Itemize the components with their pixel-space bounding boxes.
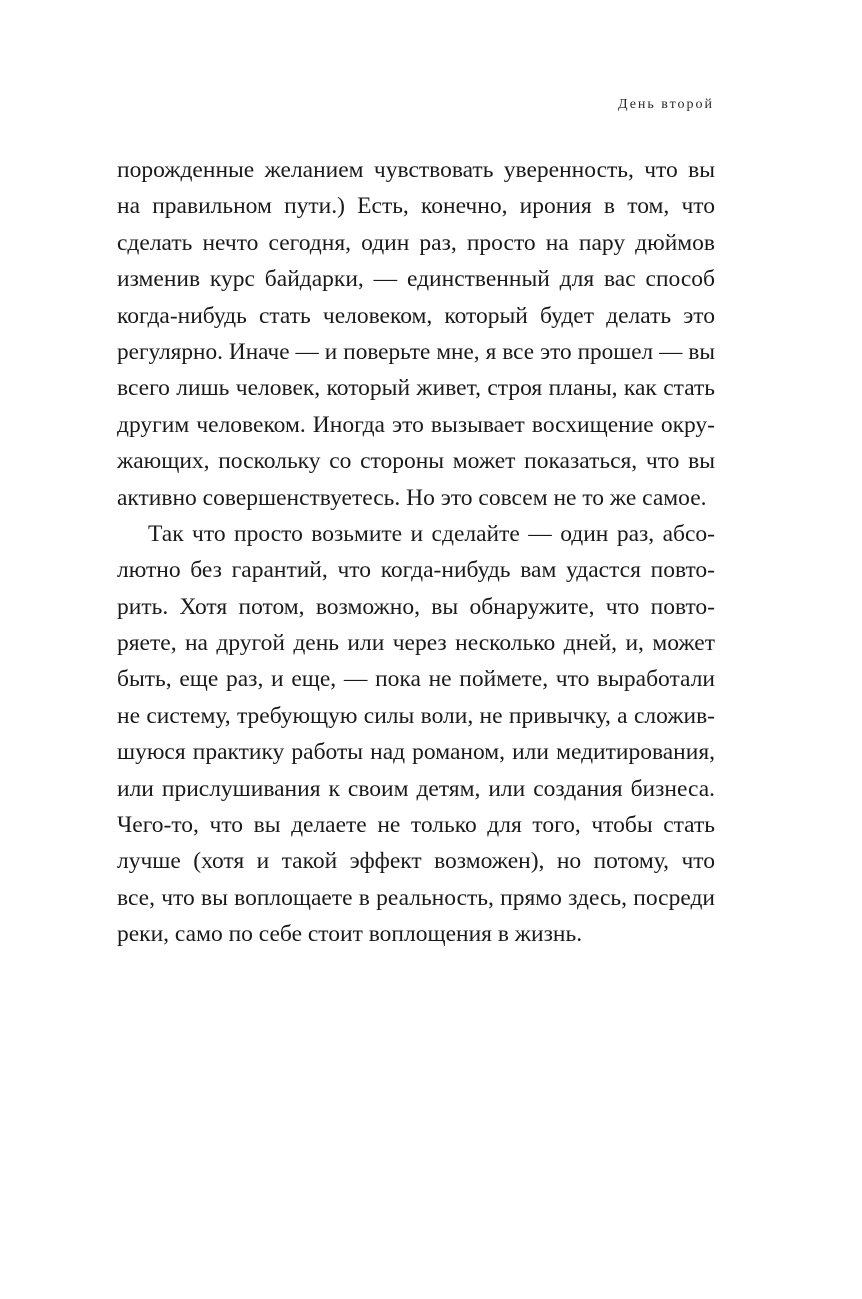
running-header: День второй [618,97,714,112]
text-line: активно совершенствуетесь. Но это совсем не то же самое. [117,484,707,511]
body-text [117,152,715,953]
text-line: Так что просто возьмите и сделайте — один раз, абсо- [148,520,715,547]
text-line: лютно без гарантий, что когда-нибудь вам удастся повто- [117,557,715,584]
text-line: реки, само по себе стоит воплощения в жизнь. [117,921,583,948]
text-line: быть, еще раз, и еще, — пока не поймете, что выработали [117,666,715,693]
text-line: другим человеком. Иногда это вызывает восхищение окру- [117,411,715,438]
text-line: жающих, поскольку со стороны может показаться, что вы [117,448,715,475]
paragraph-2 [117,516,715,953]
paragraph-1 [117,152,715,516]
text-line: Чего-то, что вы делаете не только для того, чтобы стать [117,812,715,839]
text-line: на правильном пути.) Есть, конечно, ирония в том, что [117,193,715,220]
text-line: шуюся практику работы над романом, или медитирования, [117,739,715,766]
text-line: регулярно. Иначе — и поверьте мне, я все это прошел — вы [117,338,715,365]
text-line: порожденные желанием чувствовать уверенность, что вы [117,157,715,183]
text-line: рить. Хотя потом, возможно, вы обнаружите, что повто- [117,593,715,620]
text-line: или прислушивания к своим детям, или создания бизнеса. [117,775,715,802]
text-line: лучше (хотя и такой эффект возможен), но потому, что [117,848,715,875]
text-line: не систему, требующую силы воли, не привычку, а сложив- [117,702,715,729]
text-line: изменив курс байдарки, — единственный для вас способ [117,266,715,293]
text-line: сделать нечто сегодня, один раз, просто на пару дюймов [117,229,715,256]
text-line: ряете, на другой день или через несколько дней, и, может [117,630,715,657]
text-line: когда-нибудь стать человеком, который будет делать это [117,302,715,329]
text-line: все, что вы воплощаете в реальность, прямо здесь, посреди [117,884,715,911]
text-line: всего лишь человек, который живет, строя планы, как стать [117,375,715,402]
